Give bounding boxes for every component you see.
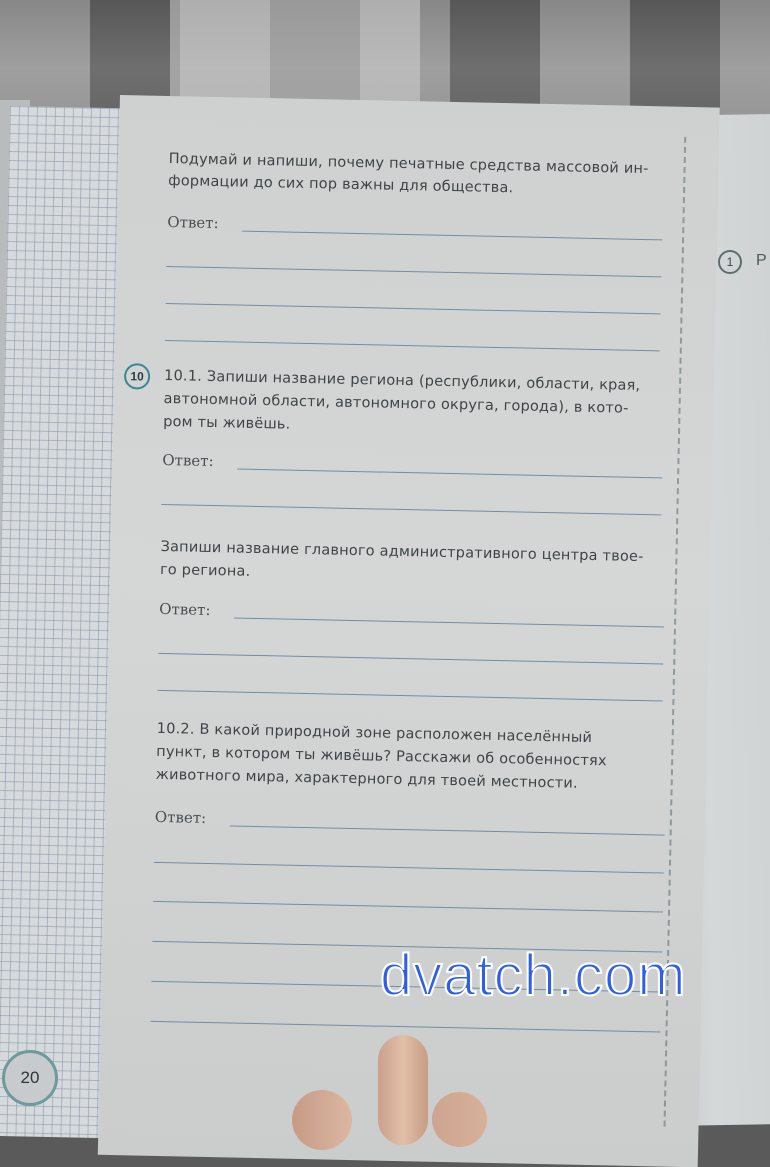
finger xyxy=(292,1090,352,1150)
answer-label-10-1: Ответ: xyxy=(162,450,214,471)
right-page-task-number: 1 xyxy=(718,250,742,274)
intro-line-2: формации до сих пор важны для общества. xyxy=(168,173,514,197)
intro-line-1: Подумай и напиши, почему печатные средства массовой ин- xyxy=(168,151,649,178)
answer-line[interactable] xyxy=(237,469,662,479)
answer-line[interactable] xyxy=(242,231,662,241)
answer-line[interactable] xyxy=(230,825,665,835)
background-carpet-light xyxy=(170,0,420,110)
task-10-2-line-2: пункт, в котором ты живёшь? Расскажи об особенностях xyxy=(156,743,607,770)
answer-line[interactable] xyxy=(158,653,663,665)
task-10-2-line-3: животного мира, характерного для твоей местности. xyxy=(155,766,578,792)
answer-label-intro: Ответ: xyxy=(167,213,219,233)
finger xyxy=(432,1092,487,1147)
task-10-2-line-1: 10.2. В какой природной зоне расположен населённый xyxy=(156,720,593,747)
answer-line[interactable] xyxy=(153,901,663,913)
page-number: 20 xyxy=(2,1050,58,1106)
task-number-10: 10 xyxy=(124,363,151,390)
answer-line[interactable] xyxy=(154,862,664,874)
answer-line[interactable] xyxy=(166,266,661,277)
task-10-1-line-1: 10.1. Запиши название региона (республики, области, края, xyxy=(163,367,641,394)
task-10-1-line-2: автономной области, автономного округа, города), в кото- xyxy=(163,390,629,417)
answer-line[interactable] xyxy=(158,690,663,702)
answer-label-10-1b: Ответ: xyxy=(159,599,211,620)
right-page-letter: Р xyxy=(756,252,767,269)
finger xyxy=(378,1035,428,1145)
answer-line[interactable] xyxy=(161,504,661,515)
task-10-1b-line-1: Запиши название главного административного центра твое- xyxy=(160,538,644,566)
answer-line[interactable] xyxy=(151,1021,661,1033)
answer-line[interactable] xyxy=(234,618,664,628)
answer-line[interactable] xyxy=(166,303,661,314)
answer-label-10-2: Ответ: xyxy=(154,807,207,827)
task-10-1-line-3: ром ты живёшь. xyxy=(162,413,291,433)
site-watermark: dvatch.com xyxy=(380,943,687,1008)
task-10-1b-line-2: го региона. xyxy=(159,561,251,580)
answer-line[interactable] xyxy=(165,340,660,351)
